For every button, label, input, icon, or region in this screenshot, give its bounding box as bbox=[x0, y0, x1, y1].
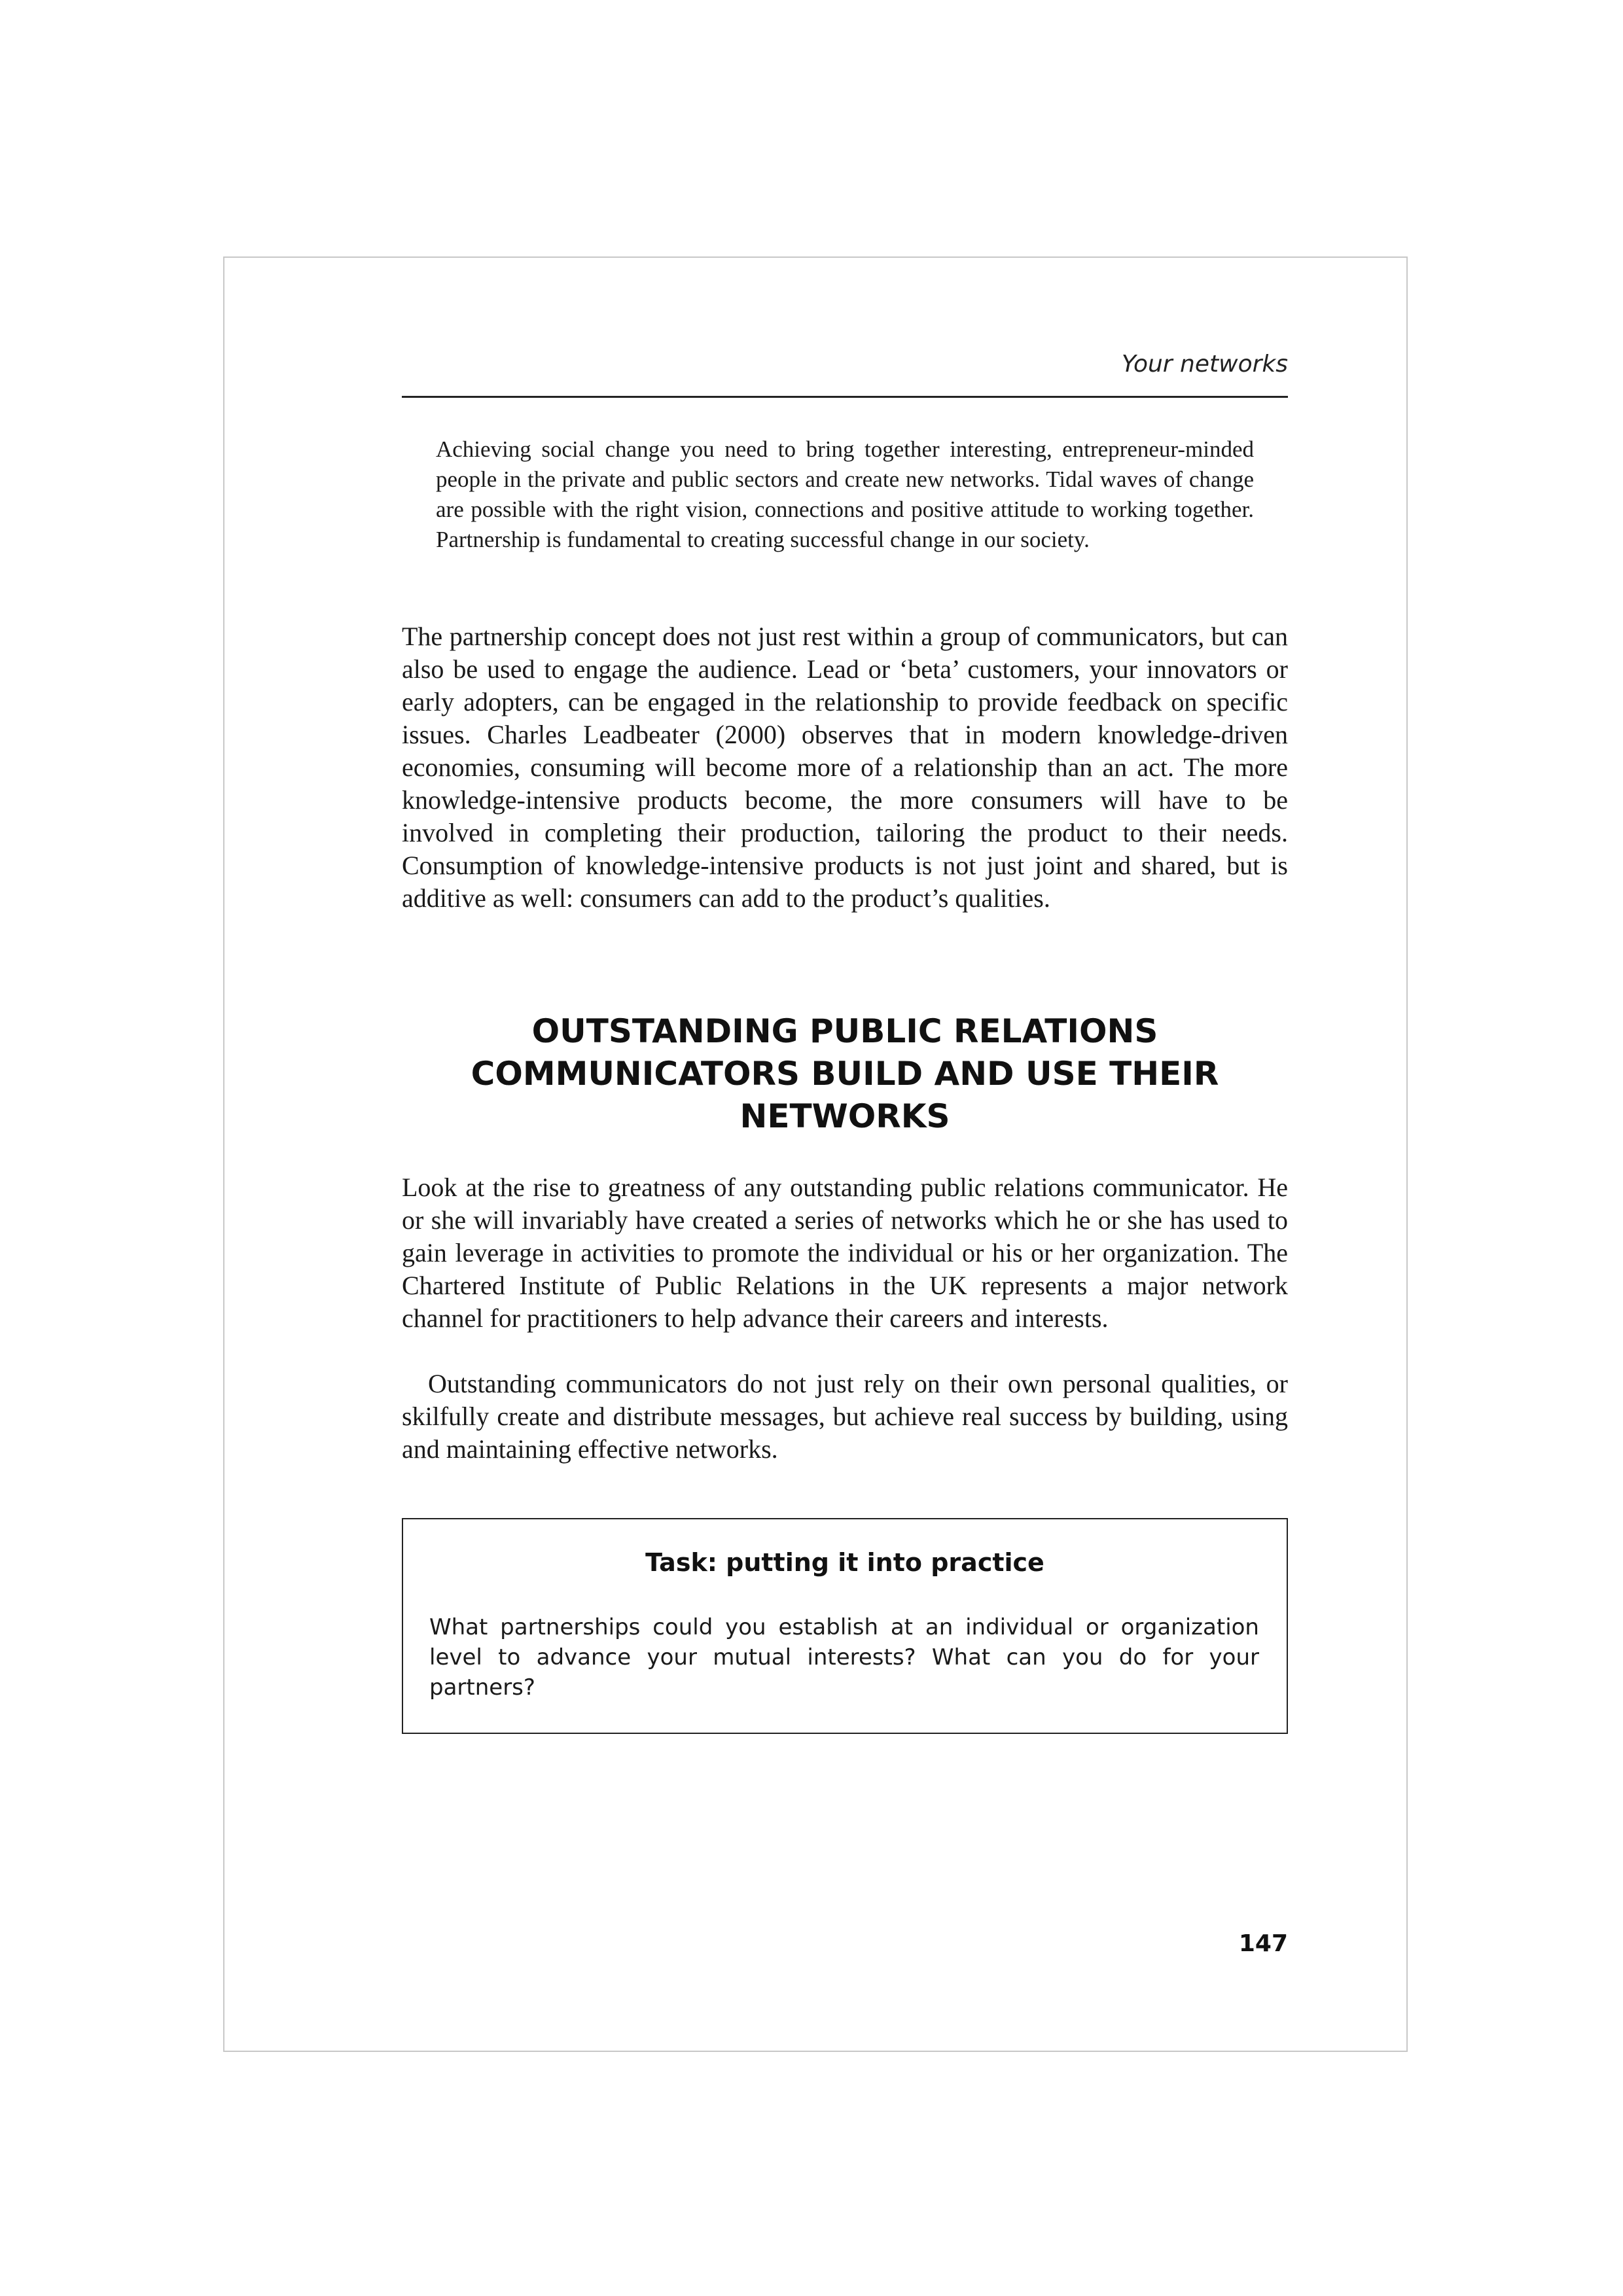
block-quote: Achieving social change you need to bring together interesting, entrepreneur-minded people in the private and public sectors and create new networks. Tidal waves of change are possible with the right vision, connections and positive attitude to working together. Partnership is fundamental to creating successful change in our society. bbox=[436, 436, 1254, 552]
task-title: Task: putting it into practice bbox=[645, 1548, 1044, 1577]
body-paragraph-3: Outstanding communicators do not just rely on their own personal qualities, or skilfully create and distribute messages, but achieve real success by building, using and maintaining effective networks. bbox=[402, 1369, 1288, 1464]
body-paragraph-1: The partnership concept does not just rest within a group of communicators, but can also be used to engage the audience. Lead or ‘beta’ customers, your innovators or early adopters, can be engaged in the relationship to provide feedback on specific issues. Charles Leadbeater (2000) observes that in modern knowledge-driven economies, consuming will become more of a relationship than an act. The more knowledge-intensive products become, the more consumers will have to be involved in completing their production, tailoring the product to their needs. Consumption of knowledge-intensive products is not just joint and shared, but is additive as well: consumers can add to the product’s qualities. bbox=[402, 622, 1288, 913]
task-body: What partnerships could you establish at an individual or organization level to advance your mutual interests? What can you do for your partners? bbox=[429, 1614, 1259, 1701]
header-rule bbox=[402, 396, 1288, 398]
section-heading: OUTSTANDING PUBLIC RELATIONS COMMUNICATORS BUILD AND USE THEIR NETWORKS bbox=[471, 1012, 1219, 1135]
body-paragraph-2: Look at the rise to greatness of any outstanding public relations communicator. He or she will invariably have created a series of networks which he or she has used to gain leverage in activities to promote the individual or his or her organization. The Chartered Institute of Public Relations in the UK represents a major network channel for practitioners to help advance their careers and interests. bbox=[402, 1173, 1288, 1333]
page-number: 147 bbox=[1238, 1930, 1288, 1957]
running-head: Your networks bbox=[1121, 351, 1288, 378]
task-box bbox=[402, 1518, 1288, 1734]
